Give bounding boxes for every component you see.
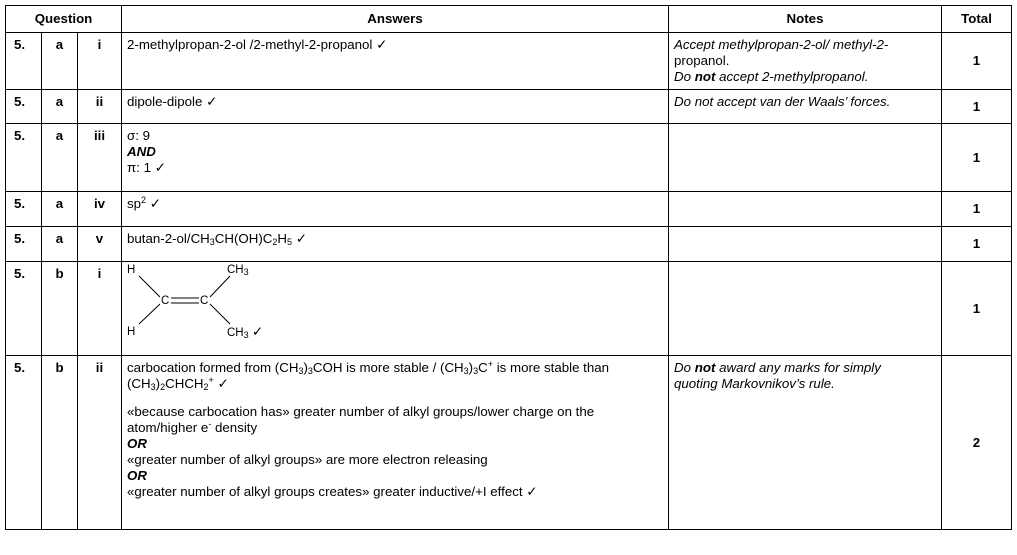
notes-cell — [669, 262, 942, 356]
hydrogen-label: H — [127, 264, 136, 276]
check-icon: ✓ — [376, 37, 388, 52]
table-row — [6, 90, 1012, 124]
question-header: Question — [6, 6, 122, 33]
carbon-label: C — [200, 295, 209, 307]
total-cell: 1 — [942, 192, 1012, 227]
question-subpart: v — [78, 227, 122, 262]
check-icon: ✓ — [251, 324, 263, 339]
notes-cell: Do not award any marks for simply quoting Markovnikov’s rule. — [669, 356, 942, 530]
answer-cell — [122, 262, 669, 356]
table-row — [6, 124, 1012, 192]
check-icon: ✓ — [206, 94, 218, 109]
answer-cell: σ: 9 AND π: 1 ✓ — [122, 124, 669, 192]
answer-cell: $sp^2$ ✓ — [122, 192, 669, 227]
check-icon: ✓ — [526, 484, 538, 499]
alkene-structure — [127, 266, 267, 340]
table-row — [6, 227, 1012, 262]
answer-cell: carbocation formed from $(CH_3)_3COH$ is more stable / $(CH_3)_3C^+$ is more stable than $(CH_3)_2CHCH_2^+$ ✓ «because carbocation has» greater number of alkyl groups/lower charge on the atom/higher e- density OR «greater number of alkyl groups» are more electron releasing OR «greater number of alkyl groups creates» greater inductive/+I effect ✓ — [122, 356, 669, 530]
question-number: 5. — [6, 262, 42, 356]
table-row — [6, 356, 1012, 530]
methyl-label: $CH_3$ — [227, 264, 249, 277]
check-icon: ✓ — [295, 231, 307, 246]
table-row — [6, 192, 1012, 227]
answer-cell: butan-$2-ol/CH_3CH(OH)C_2H_5$ ✓ — [122, 227, 669, 262]
question-subpart: iii — [78, 124, 122, 192]
question-subpart: i — [78, 262, 122, 356]
question-subpart: i — [78, 33, 122, 90]
notes-cell: Do not accept van der Waals’ forces. — [669, 90, 942, 124]
question-number: 5. — [6, 356, 42, 530]
total-cell: 2 — [942, 356, 1012, 530]
total-cell: 1 — [942, 227, 1012, 262]
question-part: b — [42, 262, 78, 356]
markscheme-table — [5, 5, 1012, 530]
question-part: a — [42, 90, 78, 124]
answers-header: Answers — [122, 6, 669, 33]
check-icon: ✓ — [217, 376, 229, 391]
table-row — [6, 33, 1012, 90]
methyl-label: $CH_3$ ✓ — [227, 324, 263, 340]
question-part: a — [42, 33, 78, 90]
hydrogen-label: H — [127, 326, 136, 338]
total-cell: 1 — [942, 262, 1012, 356]
total-cell: 1 — [942, 33, 1012, 90]
question-part: a — [42, 192, 78, 227]
question-part: a — [42, 124, 78, 192]
check-icon: ✓ — [149, 196, 161, 211]
answer-cell: dipole-dipole ✓ — [122, 90, 669, 124]
answer-cell: 2-methylpropan-2-ol /2-methyl-2-propanol ✓ — [122, 33, 669, 90]
notes-cell — [669, 192, 942, 227]
question-subpart: iv — [78, 192, 122, 227]
question-number: 5. — [6, 33, 42, 90]
question-number: 5. — [6, 227, 42, 262]
question-part: b — [42, 356, 78, 530]
question-number: 5. — [6, 124, 42, 192]
total-cell: 1 — [942, 90, 1012, 124]
notes-cell — [669, 227, 942, 262]
notes-cell — [669, 124, 942, 192]
check-icon: ✓ — [154, 160, 166, 175]
question-number: 5. — [6, 192, 42, 227]
carbon-label: C — [161, 295, 170, 307]
total-cell: 1 — [942, 124, 1012, 192]
question-subpart: ii — [78, 90, 122, 124]
question-part: a — [42, 227, 78, 262]
question-subpart: ii — [78, 356, 122, 530]
header-row — [6, 6, 1012, 33]
question-number: 5. — [6, 90, 42, 124]
notes-header: Notes — [669, 6, 942, 33]
total-header: Total — [942, 6, 1012, 33]
table-row — [6, 262, 1012, 356]
notes-cell: Accept methylpropan-2-ol/ methyl-2- propanol. Do not accept 2-methylpropanol. — [669, 33, 942, 90]
